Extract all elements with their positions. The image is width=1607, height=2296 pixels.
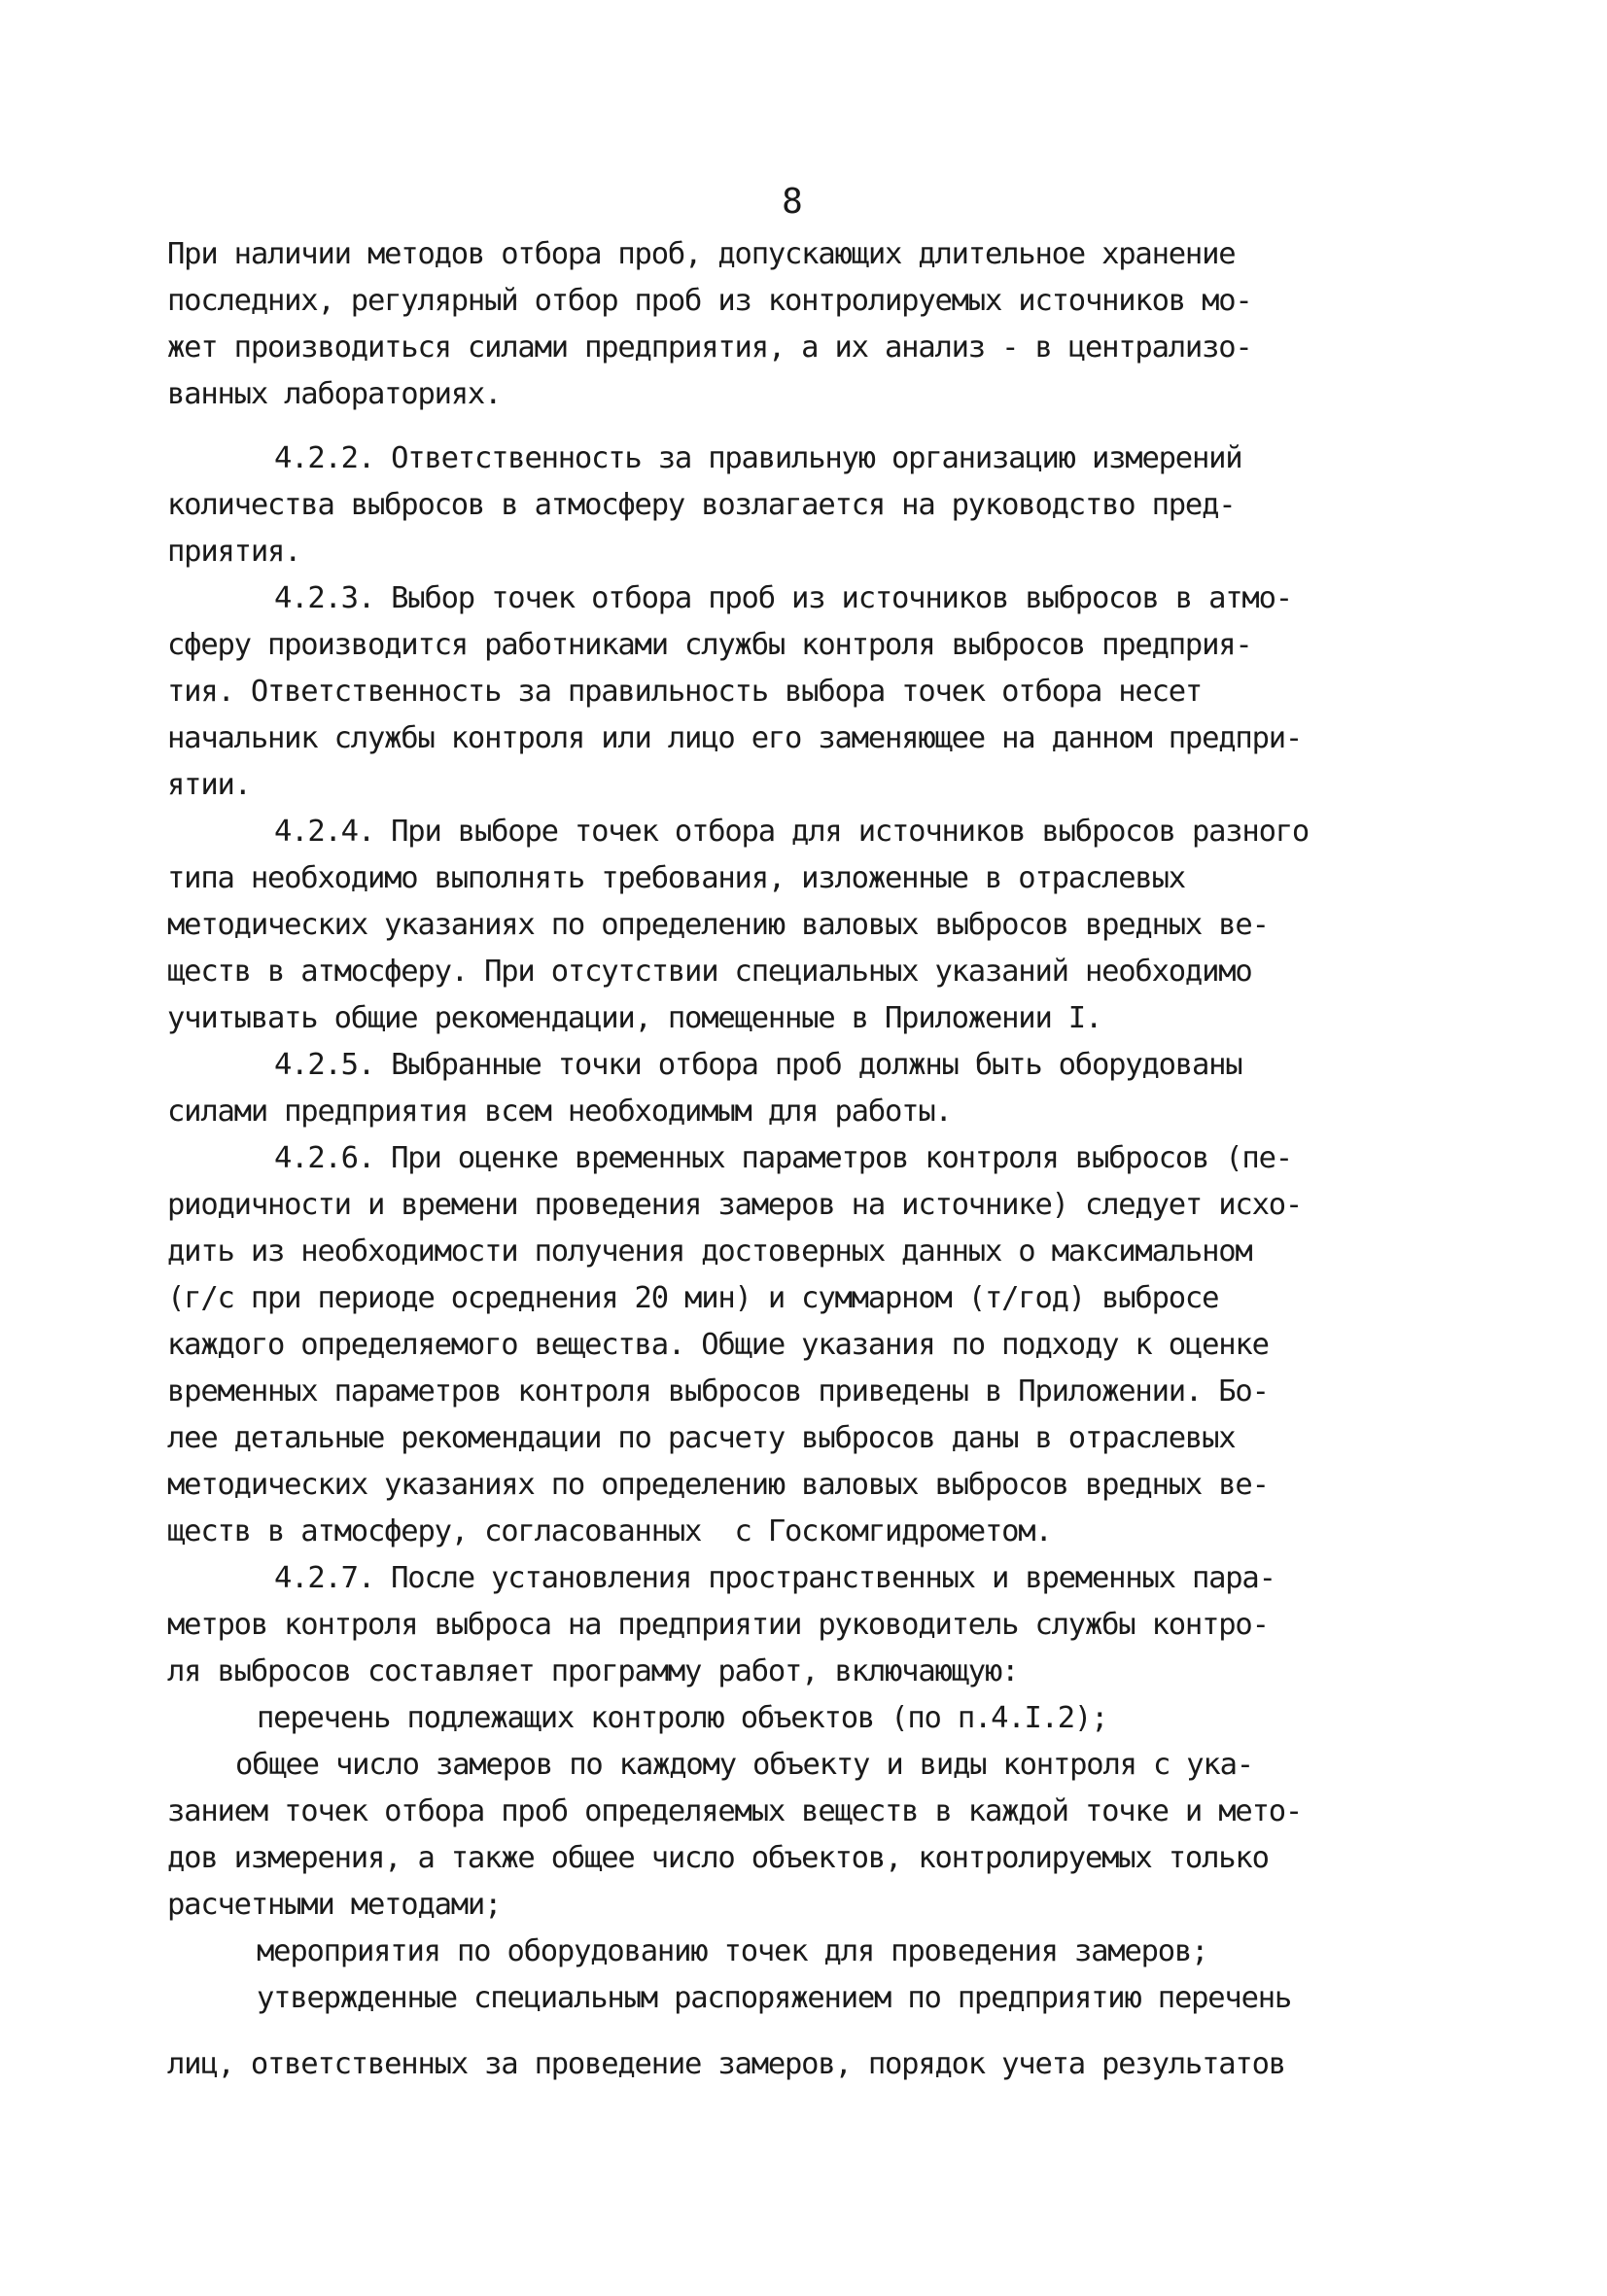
- paragraph-4-2-4: 4.2.4. При выборе точек отбора для источников выбросов разного: [274, 815, 1310, 849]
- page-number: 8: [782, 182, 803, 222]
- text-line: ванных лабораториях.: [167, 377, 502, 411]
- paragraph-4-2-2: 4.2.2. Ответственность за правильную организацию измерений: [274, 441, 1242, 475]
- text-line: последних, регулярный отбор проб из контролируемых источников мо-: [167, 284, 1252, 318]
- text-line: (г/с при периоде осреднения 20 мин) и суммарном (т/год) выбросе: [167, 1281, 1219, 1315]
- text-line: расчетными методами;: [167, 1888, 502, 1922]
- text-line: дов измерения, а также общее число объектов, контролируемых только: [167, 1841, 1269, 1875]
- text-line: При наличии методов отбора проб, допускающих длительное хранение: [167, 237, 1236, 271]
- text-line: типа необходимо выполнять требования, изложенные в отраслевых: [167, 861, 1185, 895]
- paragraph-4-2-7: 4.2.7. После установления пространственных и временных пара-: [274, 1561, 1275, 1595]
- paragraph-4-2-6: 4.2.6. При оценке временных параметров контроля выбросов (пе-: [274, 1141, 1292, 1175]
- text-line: ятии.: [167, 768, 251, 802]
- text-line: лиц, ответственных за проведение замеров, порядок учета результатов: [167, 2047, 1285, 2081]
- text-line: ществ в атмосферу, согласованных с Госкомгидрометом.: [167, 1514, 1052, 1548]
- text-line: ля выбросов составляет программу работ, включающую:: [167, 1654, 1019, 1688]
- list-item: перечень подлежащих контролю объектов (по п.4.I.2);: [257, 1701, 1108, 1735]
- text-line: силами предприятия всем необходимым для работы.: [167, 1095, 952, 1129]
- text-line: временных параметров контроля выбросов приведены в Приложении. Бо-: [167, 1374, 1269, 1409]
- text-line: дить из необходимости получения достоверных данных о максимальном: [167, 1235, 1252, 1269]
- text-line: ществ в атмосферу. При отсутствии специальных указаний необходимо: [167, 955, 1252, 989]
- text-line: метров контроля выброса на предприятии руководитель службы контро-: [167, 1608, 1269, 1642]
- text-line: начальник службы контроля или лицо его заменяющее на данном предпри-: [167, 721, 1303, 755]
- text-line: приятия.: [167, 535, 301, 569]
- text-line: методических указаниях по определению валовых выбросов вредных ве-: [167, 908, 1269, 942]
- text-line: занием точек отбора проб определяемых веществ в каждой точке и мето-: [167, 1794, 1303, 1828]
- list-item: утвержденные специальным распоряжением по предприятию перечень: [257, 1981, 1292, 2015]
- text-line: количества выбросов в атмосферу возлагается на руководство пред-: [167, 488, 1236, 522]
- text-line: тия. Ответственность за правильность выбора точек отбора несет: [167, 675, 1203, 709]
- text-line: каждого определяемого вещества. Общие указания по подходу к оценке: [167, 1328, 1269, 1362]
- paragraph-4-2-3: 4.2.3. Выбор точек отбора проб из источников выбросов в атмо-: [274, 581, 1292, 615]
- list-item: мероприятия по оборудованию точек для проведения замеров;: [257, 1934, 1208, 1968]
- text-line: риодичности и времени проведения замеров на источнике) следует исхо-: [167, 1188, 1303, 1222]
- list-item: общее число замеров по каждому объекту и виды контроля с ука-: [235, 1748, 1253, 1782]
- text-line: жет производиться силами предприятия, а их анализ - в централизо-: [167, 330, 1252, 365]
- text-line: сферу производится работниками службы контроля выбросов предприя-: [167, 628, 1252, 662]
- text-line: учитывать общие рекомендации, помещенные в Приложении I.: [167, 1001, 1102, 1035]
- text-line: методических указаниях по определению валовых выбросов вредных ве-: [167, 1468, 1269, 1502]
- paragraph-4-2-5: 4.2.5. Выбранные точки отбора проб должны быть оборудованы: [274, 1048, 1242, 1082]
- text-line: лее детальные рекомендации по расчету выбросов даны в отраслевых: [167, 1421, 1236, 1455]
- document-body: [167, 231, 1450, 2088]
